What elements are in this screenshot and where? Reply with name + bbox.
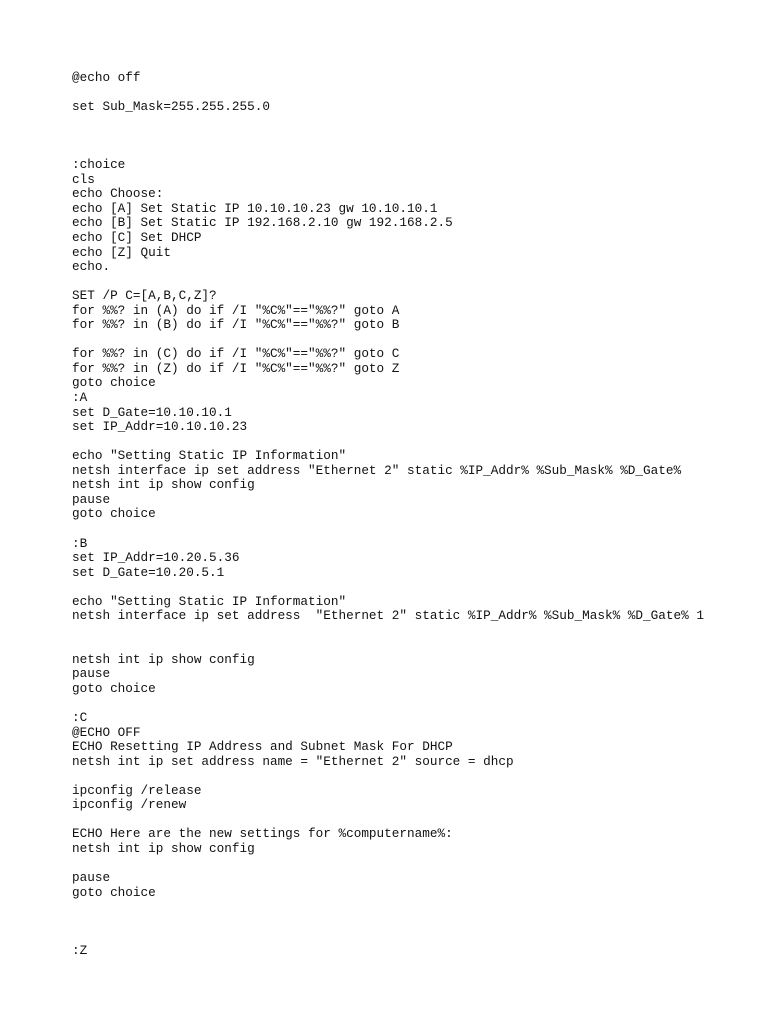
code-line: echo "Setting Static IP Information"	[72, 593, 347, 609]
code-line: for %%? in (C) do if /I "%C%"=="%%?" goto C	[72, 346, 400, 362]
blank-line	[72, 915, 752, 930]
code-line: set D_Gate=10.10.10.1	[72, 404, 232, 420]
blank-line	[72, 813, 752, 828]
code-line: SET /P C=[A,B,C,Z]?	[72, 288, 217, 304]
code-line: netsh int ip set address name = "Ethernet 2" source = dhcp	[72, 753, 514, 769]
code-line: netsh interface ip set address "Ethernet 2" static %IP_Addr% %Sub_Mask% %D_Gate%	[72, 462, 682, 478]
code-line: for %%? in (Z) do if /I "%C%"=="%%?" goto Z	[72, 360, 400, 376]
code-line: goto choice	[72, 884, 156, 900]
code-line: for %%? in (B) do if /I "%C%"=="%%?" goto B	[72, 317, 400, 333]
code-line: ECHO Here are the new settings for %computername%:	[72, 826, 453, 842]
code-line: :C	[72, 710, 88, 726]
blank-line	[72, 580, 752, 595]
blank-line	[72, 697, 752, 712]
code-line: ECHO Resetting IP Address and Subnet Mask For DHCP	[72, 739, 453, 755]
code-line: set D_Gate=10.20.5.1	[72, 564, 225, 580]
code-line: echo "Setting Static IP Information"	[72, 448, 347, 464]
code-line: netsh interface ip set address "Ethernet 2" static %IP_Addr% %Sub_Mask% %D_Gate% 1	[72, 608, 704, 624]
blank-line	[72, 638, 752, 653]
blank-line	[72, 522, 752, 537]
code-line: ipconfig /renew	[72, 797, 187, 813]
code-line: netsh int ip show config	[72, 840, 255, 856]
blank-line	[72, 333, 752, 348]
document-page	[72, 71, 752, 958]
code-line: goto choice	[72, 680, 156, 696]
code-line: echo.	[72, 259, 111, 275]
code-line: :A	[72, 390, 88, 406]
code-line: echo [A] Set Static IP 10.10.10.23 gw 10.10.10.1	[72, 200, 438, 216]
code-line: echo Choose:	[72, 186, 164, 202]
code-line: set Sub_Mask=255.255.255.0	[72, 99, 270, 115]
code-line: echo [Z] Quit	[72, 244, 171, 260]
code-line: echo [C] Set DHCP	[72, 230, 202, 246]
blank-line	[72, 129, 752, 144]
code-line: netsh int ip show config	[72, 651, 255, 667]
code-line: @echo off	[72, 70, 141, 85]
code-line: :B	[72, 535, 88, 551]
code-line: pause	[72, 870, 111, 886]
blank-line	[72, 900, 752, 915]
code-line: @ECHO OFF	[72, 724, 141, 740]
code-line: for %%? in (A) do if /I "%C%"=="%%?" goto A	[72, 302, 400, 318]
code-line: goto choice	[72, 506, 156, 522]
code-line: cls	[72, 171, 95, 187]
code-line: set IP_Addr=10.10.10.23	[72, 419, 248, 435]
blank-line	[72, 115, 752, 130]
blank-line	[72, 769, 752, 784]
code-line: set IP_Addr=10.20.5.36	[72, 550, 240, 566]
blank-line	[72, 144, 752, 159]
code-line: echo [B] Set Static IP 192.168.2.10 gw 192.168.2.5	[72, 215, 453, 231]
blank-line	[72, 435, 752, 450]
code-line: :choice	[72, 157, 126, 173]
code-line: ipconfig /release	[72, 782, 202, 798]
code-line: :Z	[72, 942, 88, 958]
code-line: goto choice	[72, 375, 156, 391]
blank-line	[72, 624, 752, 639]
blank-line	[72, 929, 752, 944]
blank-line	[72, 86, 752, 101]
code-line: pause	[72, 666, 111, 682]
blank-line	[72, 857, 752, 872]
code-line: pause	[72, 491, 111, 507]
blank-line	[72, 275, 752, 290]
code-line: netsh int ip show config	[72, 477, 255, 493]
